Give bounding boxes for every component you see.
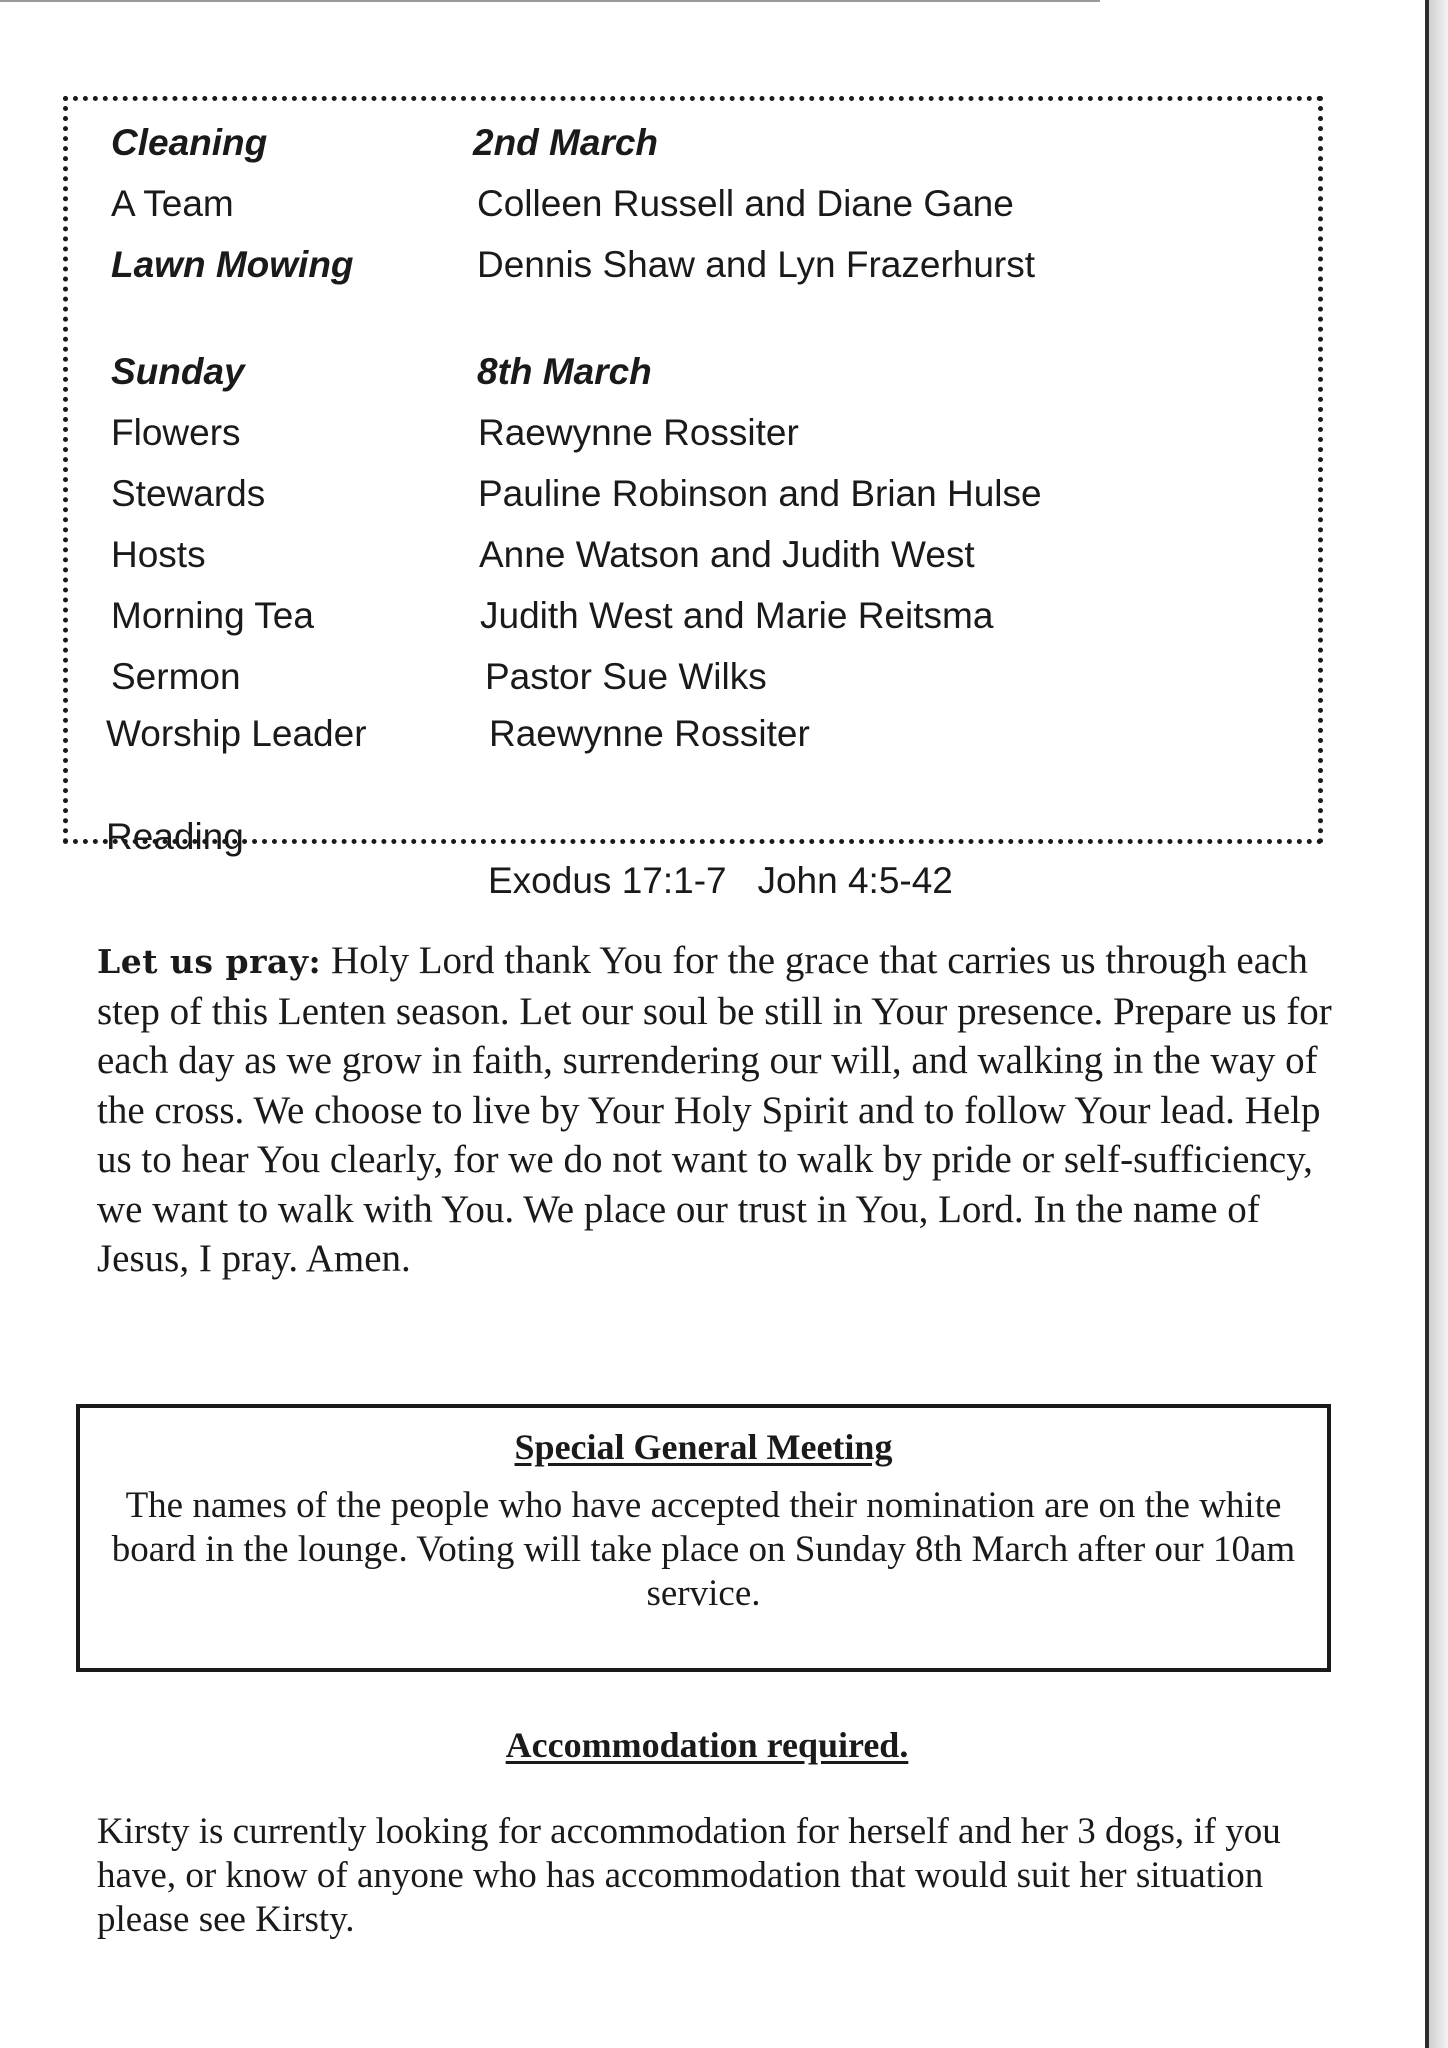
- roster-value: Raewynne Rossiter: [478, 412, 799, 453]
- roster-label: Cleaning: [111, 122, 268, 163]
- page-edge-shade: [1429, 0, 1448, 2048]
- roster-value: Judith West and Marie Reitsma: [480, 595, 994, 636]
- roster-value: Dennis Shaw and Lyn Frazerhurst: [477, 244, 1036, 285]
- roster-box: [63, 96, 1323, 901]
- special-meeting-box: [76, 1404, 1331, 1672]
- roster-value: Pauline Robinson and Brian Hulse: [478, 473, 1042, 514]
- roster-label: Worship Leader: [106, 713, 367, 754]
- prayer-text: Holy Lord thank You for the grace that carries us through each step of this Lenten season. Let our soul be still in Your presence. Prepare us for each day as we grow in faith, surrendering our will, and walking in the way of the cross. We choose to live by Your Holy Spirit and to follow Your lead. Help us to hear You clearly, for we do not want to walk by pride or self-sufficiency, we want to walk with You. We place our trust in You, Lord. In the name of Jesus, I pray. Amen.: [97, 939, 1332, 1280]
- roster-value: Pastor Sue Wilks: [485, 656, 767, 697]
- prayer-lead: Let us pray:: [97, 942, 322, 981]
- roster-value: Exodus 17:1-7 John 4:5-42: [488, 860, 953, 901]
- roster-value: 8th March: [477, 351, 652, 392]
- roster-row-reading: [68, 771, 1318, 901]
- roster-row-sunday: [68, 350, 1318, 394]
- roster-row-hosts: [68, 533, 1318, 577]
- roster-value: Colleen Russell and Diane Gane: [477, 183, 1014, 224]
- roster-label: Morning Tea: [111, 595, 314, 636]
- roster-label: Sunday: [111, 351, 245, 392]
- roster-label: A Team: [111, 183, 234, 224]
- roster-row-morning-tea: [68, 594, 1318, 638]
- roster-row-flowers: [68, 411, 1318, 455]
- roster-label: Lawn Mowing: [111, 244, 354, 285]
- page-top-edge: [0, 0, 1100, 2]
- roster-row-worship-leader: [68, 712, 1318, 756]
- meeting-body: The names of the people who have accepted their nomination are on the white board in the lounge. Voting will take place on Sunday 8th March after our 10am service.: [111, 1485, 1296, 1614]
- roster-value: 2nd March: [473, 122, 659, 163]
- roster-row-lawn-mowing: [68, 243, 1318, 287]
- roster-row-sermon: [68, 655, 1318, 699]
- roster-row-a-team: [68, 182, 1318, 226]
- prayer-paragraph: [97, 936, 1337, 1284]
- roster-label: Flowers: [111, 412, 241, 453]
- roster-label: Hosts: [111, 534, 206, 575]
- roster-row-cleaning: [68, 121, 1318, 165]
- roster-row-stewards: [68, 472, 1318, 516]
- meeting-title: Special General Meeting: [514, 1427, 893, 1467]
- page-binding-edge: [1425, 0, 1429, 2048]
- roster-label: Sermon: [111, 656, 241, 697]
- accommodation-body: Kirsty is currently looking for accommodation for herself and her 3 dogs, if you have, or know of anyone who has accommodation that would suit her situation please see Kirsty.: [97, 1811, 1281, 1940]
- roster-label: Stewards: [111, 473, 266, 514]
- roster-label: Reading: [106, 816, 244, 857]
- accommodation-title: Accommodation required.: [505, 1725, 909, 1765]
- roster-value: Raewynne Rossiter: [489, 713, 810, 754]
- roster-value: Anne Watson and Judith West: [479, 534, 975, 575]
